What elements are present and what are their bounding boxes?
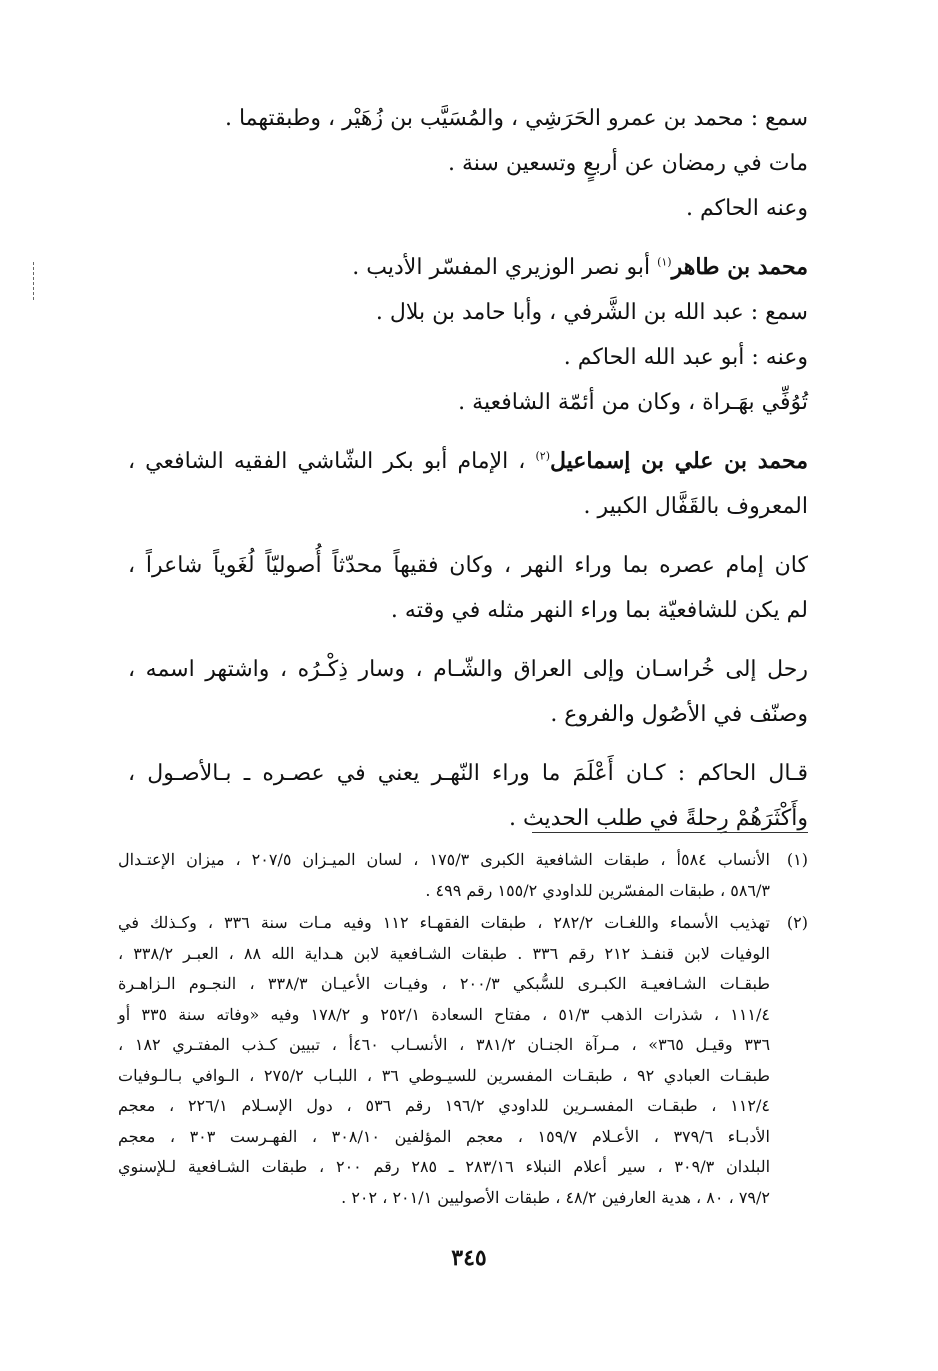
entry-name: محمد بن طاهر xyxy=(671,254,808,280)
text-line: رحل إلى خُراسـان وإلى العراق والشّـام ، وسار ذِكْـرُه ، واشتهر اسمه ، xyxy=(128,657,808,682)
paragraph xyxy=(128,751,808,841)
paragraph xyxy=(128,543,808,633)
footnote-line: ٥٨٦/٣ ، طبقات المفسّرين للداودي ١٥٥/٢ رقم ٤٩٩ . xyxy=(425,880,770,900)
entry-title: أبو نصر الوزيري المفسّر الأديب . xyxy=(352,255,658,280)
text-line: مات في رمضان عن أربعٍ وتسعين سنة . xyxy=(447,151,808,176)
footnote-line: الوفيات لابن قنفـذ ٢١٢ رقم ٣٣٦ . طبقات الشـافعية لابن هـداية الله ٨٨ ، العبـر ٣٣٨/٢ ، xyxy=(118,943,770,963)
text-line: سمع : محمد بن عمرو الحَرَشِي ، والمُسَيَّب بن زُهَيْر ، وطبقتهما . xyxy=(224,106,808,131)
text-line: المعروف بالقَفَّال الكبير . xyxy=(583,494,808,519)
text-line: لم يكن للشافعيّة بما وراء النهر مثله في وقته . xyxy=(390,598,808,623)
text-line: وأَكْثَرَهُمْ رِحلةً في طلب الحديث . xyxy=(508,806,808,831)
text-line: وعنه : أبو عبد الله الحاكم . xyxy=(563,345,808,370)
entry-name: محمد بن علي بن إسماعيل xyxy=(549,448,808,474)
footnote-line: طبقـات الشـافعيـة الكبـرى للسُّبكي ٢٠٠/٣ ، وفيـات الأعيـان ٣٣٨/٣ ، النجـوم الـزاهـرة xyxy=(118,974,771,993)
footnote-line: الأنساب ٥٨٤أ ، طبقات الشافعية الكبرى ١٧٥/٣ ، لسان الميـزان ٢٠٧/٥ ، ميزان الإعتـدال xyxy=(118,850,770,869)
footnote-2 xyxy=(118,908,808,1213)
entry-heading xyxy=(128,245,808,290)
footnote-line: تهذيب الأسماء واللغـات ٢٨٢/٢ ، طبقات الفقهـاء ١١٢ وفيه مـات سنة ٣٣٦ ، وكـذلك في xyxy=(118,913,770,932)
footnote-line: ٧٩/٢ ، ٨٠ ، هدية العارفين ٤٨/٢ ، طبقات الأصوليين ٢٠١/١ ، ٢٠٢ . xyxy=(341,1187,770,1207)
text-line: تُوُفِّي بهَـراة ، وكان من أئمّة الشافعية . xyxy=(458,390,808,415)
text-line: وصنّف في الأصُول والفروع . xyxy=(550,702,808,727)
margin-mark xyxy=(33,262,34,300)
text-line: سمع : عبد الله بن الشَّرفي ، وأبا حامد بن بلال . xyxy=(375,300,808,325)
footnote-line: البلدان ٣٠٩/٣ ، سير أعلام النبلاء ٢٨٣/١٦ ـ ٢٨٥ رقم ٢٠٠ ، طبقات الشـافعية لـلإسنوي xyxy=(118,1157,771,1176)
footnote-1 xyxy=(118,845,808,906)
entry-heading xyxy=(128,439,808,484)
footnote-ref: (١) xyxy=(657,255,672,269)
entry-muhammad-ibn-tahir xyxy=(128,245,808,425)
page-number: ٣٤٥ xyxy=(451,1245,487,1271)
footnote-line: ١١١/٤ ، شذرات الذهب ٥١/٣ ، مفتاح السعادة ٢٥٢/١ و ١٧٨/٢ وفيه «وفاته سنة ٣٣٥ أو xyxy=(118,1004,770,1024)
footnote-number: (٢) xyxy=(786,913,808,932)
main-text xyxy=(128,96,808,855)
text-line: قـال الحاكم : كـان أَعْلَمَ ما وراء النّهـر يعني في عصـره ـ بـالأصـول ، xyxy=(128,761,808,786)
footnote-number: (١) xyxy=(786,850,808,869)
footnotes xyxy=(118,845,808,1215)
text-line: كان إمام عصره بما وراء النهر ، وكان فقيهاً محدّثاً أُصوليّاً لُغَوياً شاعراً ، xyxy=(128,553,808,578)
footnote-line: ٣٣٦ وقيـل ٣٦٥» ، مـرآة الجنـان ٣٨١/٢ ، الأنسـاب ٤٦٠أ ، تبيين كـذب المفتـري ١٨٢ ، xyxy=(118,1035,771,1054)
entry-continuation xyxy=(128,96,808,231)
entry-title: ، الإمام أبو بكر الشّاشي الفقيه الشافعي ، xyxy=(128,449,526,474)
footnote-line: ١١٢/٤ ، طبقـات المفسـرين للداودي ١٩٦/٢ رقم ٥٣٦ ، دول الإسـلام ٢٢٦/١ ، معجم xyxy=(118,1096,770,1115)
footnote-ref: (٢) xyxy=(535,449,550,463)
text-line: وعنه الحاكم . xyxy=(686,196,808,221)
footnote-separator xyxy=(532,832,808,833)
entry-muhammad-ibn-ali xyxy=(128,439,808,529)
paragraph xyxy=(128,647,808,737)
footnote-line: طبقـات العبادي ٩٢ ، طبقـات المفسرين للسيـوطي ٣٦ ، اللبـاب ٢٧٥/٢ ، الـوافي بـالـوفيات xyxy=(118,1065,771,1085)
footnote-line: الأدبـاء ٣٧٩/٦ ، الأعـلام ١٥٩/٧ ، معجم المؤلفين ٣٠٨/١٠ ، الفهـرست ٣٠٣ ، معجم xyxy=(118,1126,771,1146)
